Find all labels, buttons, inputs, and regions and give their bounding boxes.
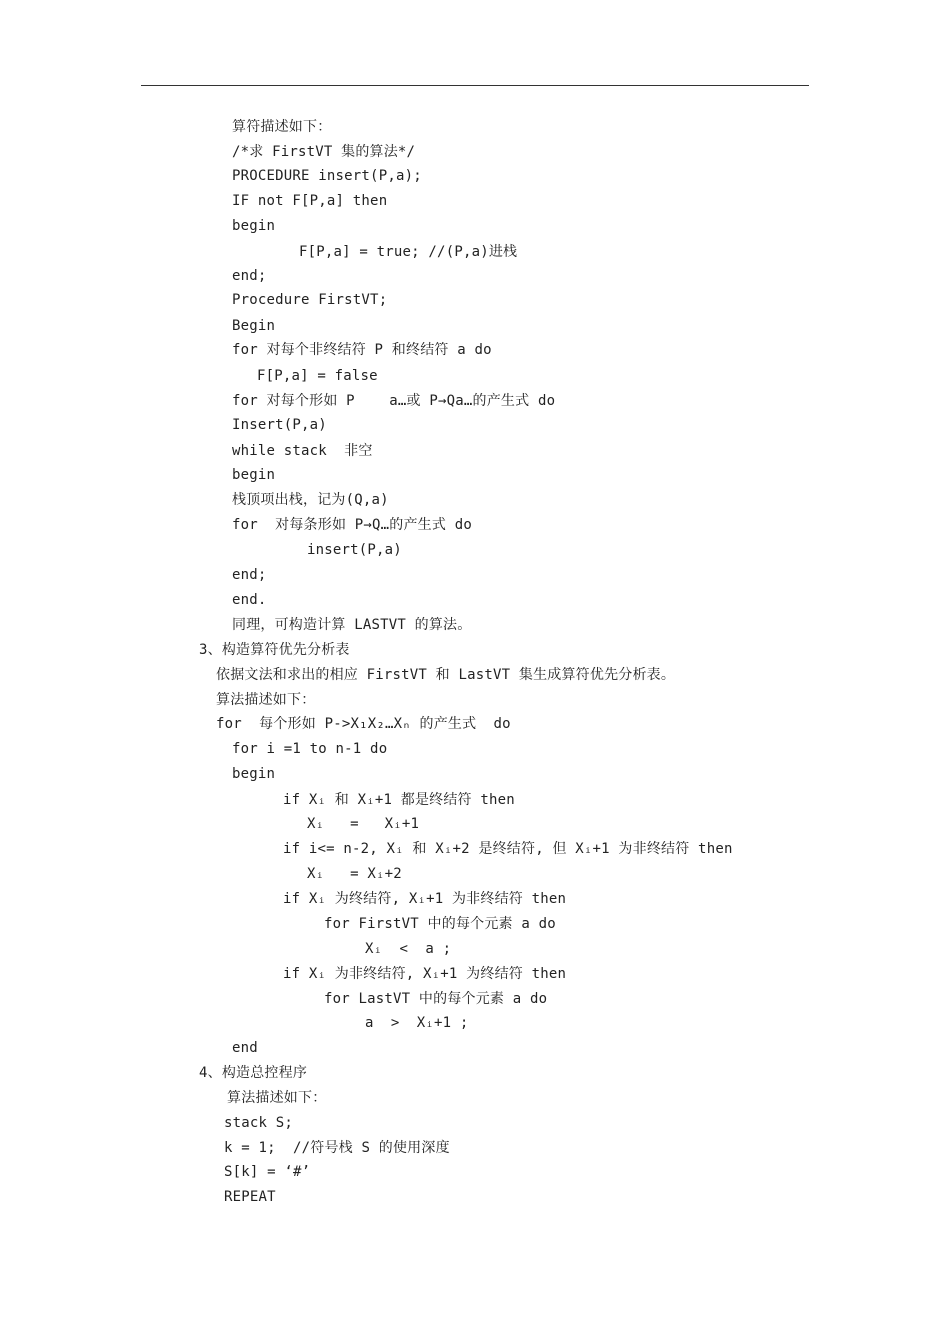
- text-line: 依据文法和求出的相应 FirstVT 和 LastVT 集生成算符优先分析表。: [216, 667, 676, 683]
- code-line: if Xᵢ 和 Xᵢ+1 都是终结符 then: [283, 792, 515, 808]
- code-line: PROCEDURE insert(P,a);: [232, 168, 422, 184]
- code-line: for FirstVT 中的每个元素 a do: [324, 916, 556, 932]
- code-line: if i<= n-2, Xᵢ 和 Xᵢ+2 是终结符, 但 Xᵢ+1 为非终结符 then: [283, 841, 733, 857]
- code-line: if Xᵢ 为终结符, Xᵢ+1 为非终结符 then: [283, 891, 567, 907]
- code-line: 栈顶项出栈，记为(Q,a): [232, 492, 389, 508]
- code-line: IF not F[P,a] then: [232, 193, 388, 209]
- code-line: for LastVT 中的每个元素 a do: [324, 991, 548, 1007]
- code-line: end.: [232, 592, 267, 608]
- code-line: while stack 非空: [232, 443, 373, 459]
- code-line: Xᵢ = Xᵢ+2: [307, 866, 402, 882]
- code-line: S[k] = ‘#’: [224, 1164, 311, 1180]
- code-line: for 对每个形如 P a…或 P→Qa…的产生式 do: [232, 393, 556, 409]
- code-line: Insert(P,a): [232, 417, 327, 433]
- code-line: Xᵢ = Xᵢ+1: [307, 816, 420, 832]
- code-line: begin: [232, 467, 276, 483]
- code-line: for 对每条形如 P→Q…的产生式 do: [232, 517, 472, 533]
- code-line: for 对每个非终结符 P 和终结符 a do: [232, 342, 492, 358]
- code-line: Begin: [232, 318, 276, 334]
- code-line: end;: [232, 268, 267, 284]
- code-line: Xᵢ < a ;: [365, 941, 452, 957]
- header-rule: [141, 85, 809, 86]
- code-line: stack S;: [224, 1115, 294, 1131]
- code-line: for i =1 to n-1 do: [232, 741, 388, 757]
- section-heading: 4、构造总控程序: [199, 1065, 308, 1081]
- text-line: 同理，可构造计算 LASTVT 的算法。: [232, 617, 472, 633]
- code-line: if Xᵢ 为非终结符, Xᵢ+1 为终结符 then: [283, 966, 567, 982]
- code-line: REPEAT: [224, 1189, 276, 1205]
- code-line: /*求 FirstVT 集的算法*/: [232, 144, 416, 160]
- code-line: k = 1; //符号栈 S 的使用深度: [224, 1140, 450, 1156]
- code-line: end: [232, 1040, 258, 1056]
- text-line: 算法描述如下：: [227, 1090, 327, 1106]
- code-line: end;: [232, 567, 267, 583]
- section-heading: 3、构造算符优先分析表: [199, 642, 350, 658]
- code-line: a > Xᵢ+1 ;: [365, 1015, 469, 1031]
- code-line: insert(P,a): [307, 542, 402, 558]
- text-line: 算法描述如下：: [216, 692, 316, 708]
- code-line: Procedure FirstVT;: [232, 292, 388, 308]
- text-line: 算符描述如下：: [232, 119, 332, 135]
- code-line: for 每个形如 P->X₁X₂…Xₙ 的产生式 do: [216, 716, 511, 732]
- code-line: begin: [232, 766, 276, 782]
- code-line: F[P,a] = true; //(P,a)进栈: [299, 244, 518, 260]
- code-line: F[P,a] = false: [257, 368, 378, 384]
- code-line: begin: [232, 218, 276, 234]
